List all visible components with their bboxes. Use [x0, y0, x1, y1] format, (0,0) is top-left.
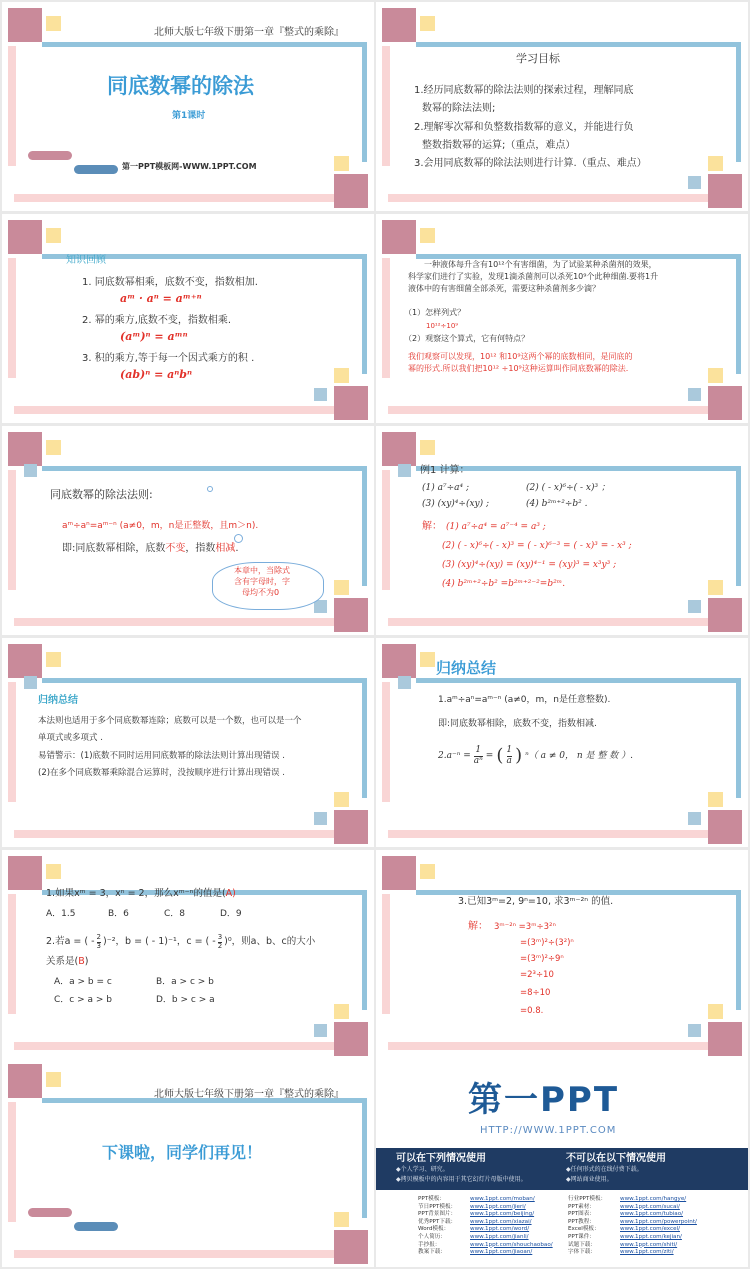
example-question: (2) ( - x)⁶÷( - x)³ ；: [526, 483, 610, 493]
decor-bar-bottom: [14, 1250, 334, 1258]
resource-link-url[interactable]: www.1ppt.com/excel/: [620, 1226, 680, 1233]
resource-link-row[interactable]: [418, 1226, 553, 1234]
usage-forbidden-title: 不可以在以下情况使用: [566, 1153, 666, 1164]
decor-bar-top: [416, 890, 736, 895]
solution-line: (1) a⁷÷a⁴ = a⁷⁻⁴ = a³ ;: [446, 522, 546, 532]
resource-link-label: 个人简历：: [418, 1233, 446, 1240]
option: B．a > c > b: [156, 977, 214, 987]
decor-square-pink: [382, 8, 416, 42]
decor-square-yellow: [420, 652, 435, 667]
solution-label: 解：: [422, 521, 442, 532]
decor-bar-top: [416, 678, 736, 683]
slide-header: 北师大版七年级下册第一章『整式的乘除』: [154, 1089, 344, 1100]
objective-line: 2.理解零次幂和负整数指数幂的意义，并能进行负: [414, 122, 634, 133]
resource-link-url[interactable]: www.1ppt.com/xiazai/: [470, 1218, 532, 1225]
answer: 10¹²÷10⁹: [426, 322, 459, 330]
decor-square-pink: [708, 1022, 742, 1056]
decor-bar-right: [736, 678, 741, 798]
resource-link-label: PPT教程：: [568, 1218, 595, 1225]
problem-text: 一种液体每升含有10¹²个有害细菌，为了试验某种杀菌剂的效果，: [424, 260, 657, 269]
resource-link-url[interactable]: www.1ppt.com/kejian/: [620, 1233, 682, 1240]
decor-pill-blue: [74, 165, 118, 174]
decor-bar-bottom: [388, 406, 708, 414]
decor-bar-left: [382, 682, 390, 802]
summary-text: 易错警示：(1)底数不同时运用同底数幂的除法法则计算出现错误 .: [38, 751, 285, 761]
decor-square-pink: [334, 1022, 368, 1056]
example-question: (3) (xy)⁴÷(xy) ;: [422, 499, 490, 509]
exercise-question: 2.若a = ( - 2 3 )⁻²，b = ( - 1)⁻¹，c = ( - 3 2 )⁰，则a、b、c的大小: [46, 933, 316, 950]
resource-link-row[interactable]: [418, 1249, 553, 1257]
option: C．8: [164, 909, 186, 919]
decor-square-yellow: [334, 1212, 349, 1227]
decor-bar-right: [736, 466, 741, 586]
decor-bar-top: [42, 42, 362, 47]
decor-bar-left: [8, 470, 16, 590]
resource-link-url[interactable]: www.1ppt.com/powerpoint/: [620, 1218, 697, 1225]
decor-square-pink: [334, 1230, 368, 1264]
decor-square-blue: [688, 812, 701, 825]
decor-square-pink: [382, 856, 416, 890]
exercise-question: 关系是(B): [46, 956, 89, 967]
slide-2[interactable]: [376, 2, 748, 211]
solution-line: (3) (xy)⁴÷(xy) = (xy)⁴⁻¹ = (xy)³ = x³y³ ;: [442, 560, 617, 570]
decor-square-pink: [382, 220, 416, 254]
resource-link-label: Excel模板：: [568, 1226, 600, 1233]
solution-line: =(3ᵐ)²÷(3²)ⁿ: [520, 938, 574, 948]
objective-line: 3.会用同底数幂的除法法则进行计算.（重点、难点）: [414, 158, 647, 169]
summary-line: 即:同底数幂相除，底数不变，指数相减.: [438, 719, 597, 729]
links-list-left: [418, 1196, 553, 1257]
decor-square-pink: [382, 432, 416, 466]
decor-square-pink: [8, 8, 42, 42]
solution-line: =2³÷10: [520, 970, 554, 980]
objective-line: 1.经历同底数幂的除法法则的探索过程，理解同底: [414, 85, 634, 96]
resource-link-label: 行业PPT模板：: [568, 1196, 607, 1202]
division-rule: aᵐ÷aⁿ=aᵐ⁻ⁿ (a≠0，m，n是正整数，且m＞n).: [62, 521, 259, 531]
decor-square-pink: [8, 220, 42, 254]
decor-square-yellow: [420, 16, 435, 31]
decor-bar-left: [382, 470, 390, 590]
decor-square-blue: [688, 600, 701, 613]
decor-square-pink: [8, 856, 42, 890]
decor-square-yellow: [46, 1072, 61, 1087]
slide-12[interactable]: [376, 1058, 748, 1267]
decor-pill-pink: [28, 1208, 72, 1217]
resource-link-row[interactable]: [568, 1226, 697, 1234]
slide-heading: 归纳总结: [436, 659, 497, 677]
slide-10[interactable]: [376, 850, 748, 1059]
decor-bar-top: [42, 678, 362, 683]
resource-link-label: PPT模板：: [418, 1196, 445, 1202]
resource-link-label: 手抄报：: [418, 1241, 441, 1248]
problem-text: 液体中的有害细菌全部杀死，需要这种杀菌剂多少滴？: [408, 284, 600, 293]
slide-7[interactable]: [2, 638, 374, 847]
resource-link-url[interactable]: www.1ppt.com/word/: [470, 1226, 530, 1233]
decor-square-yellow: [334, 1004, 349, 1019]
option: A．1.5: [46, 909, 76, 919]
decor-bar-left: [8, 894, 16, 1014]
cloud-bubble: [207, 486, 213, 492]
resource-link-label: Word模板：: [418, 1226, 450, 1233]
resource-link-row[interactable]: [418, 1234, 553, 1242]
resource-link-url[interactable]: www.1ppt.com/jianli/: [470, 1233, 529, 1240]
question: （2）观察这个算式，它有何特点？: [404, 334, 530, 343]
decor-bar-bottom: [14, 194, 334, 202]
decor-square-yellow: [46, 652, 61, 667]
usage-allowed-item: ◆拷贝模板中的内容用于其它幻灯片母版中使用。: [396, 1176, 527, 1183]
objective-line: 整数指数幂的运算;（重点，难点）: [422, 140, 576, 151]
decor-bar-bottom: [388, 1042, 708, 1050]
summary-text: (2)在多个同底数幂乘除混合运算时，没按顺序进行计算出现错误 .: [38, 768, 285, 778]
solution-line: =0.8.: [520, 1006, 544, 1016]
formula: (ab)ⁿ = aⁿbⁿ: [120, 368, 193, 381]
resource-link-url[interactable]: www.1ppt.com/shiti/: [620, 1241, 678, 1248]
slide-header: 北师大版七年级下册第一章『整式的乘除』: [154, 27, 344, 38]
slide-11[interactable]: [2, 1058, 374, 1267]
decor-square-pink: [8, 644, 42, 678]
decor-square-yellow: [708, 792, 723, 807]
solution-line: =(3ᵐ)²÷9ⁿ: [520, 954, 564, 964]
cloud-text: 母均不为0: [242, 588, 280, 597]
rule-line: 2. 幂的乘方,底数不变，指数相乘.: [82, 315, 232, 326]
decor-square-yellow: [708, 156, 723, 171]
cloud-text: 本章中，当除式: [234, 566, 290, 575]
usage-allowed-item: ◆个人学习、研究。: [396, 1166, 449, 1173]
decor-square-yellow: [46, 16, 61, 31]
resource-link-url[interactable]: www.1ppt.com/hangye/: [620, 1196, 687, 1202]
decor-bar-bottom: [14, 406, 334, 414]
rule-line: 1. 同底数幂相乘，底数不变，指数相加.: [82, 277, 258, 288]
decor-pill-pink: [28, 151, 72, 160]
decor-square-pink: [708, 174, 742, 208]
resource-link-label: 节日PPT模板：: [418, 1203, 457, 1210]
slide-8[interactable]: [376, 638, 748, 847]
slide-heading: 归纳总结: [38, 695, 78, 706]
solution-line: 3ᵐ⁻²ⁿ =3ᵐ÷3²ⁿ: [494, 922, 556, 932]
resource-link-url[interactable]: www.1ppt.com/jiaoan/: [470, 1249, 533, 1256]
decor-square-pink: [8, 1064, 42, 1098]
decor-square-yellow: [334, 580, 349, 595]
decor-bar-left: [8, 682, 16, 802]
decor-square-pink: [708, 386, 742, 420]
decor-bar-right: [362, 1098, 367, 1218]
problem-text: 科学家们进行了实验，发现1滴杀菌剂可以杀死10⁹个此种细菌.要将1升: [408, 272, 659, 281]
solution-line: (2) ( - x)⁶÷( - x)³ = ( - x)⁶⁻³ = ( - x)³ = - x³ ;: [442, 541, 632, 551]
decor-bar-right: [362, 678, 367, 798]
slide-heading: 学习目标: [516, 52, 560, 65]
resource-link-label: PPT图表：: [568, 1211, 595, 1218]
decor-square-yellow: [708, 368, 723, 383]
summary-line: 1.aᵐ÷aⁿ=aᵐ⁻ⁿ (a≠0，m，n是任意整数).: [438, 695, 611, 705]
resource-link-row[interactable]: [568, 1234, 697, 1242]
decor-square-pink: [8, 432, 42, 466]
decor-bar-left: [382, 258, 390, 378]
decor-pill-blue: [74, 1222, 118, 1231]
decor-bar-bottom: [14, 1042, 334, 1050]
slide-1[interactable]: [2, 2, 374, 211]
slide-4[interactable]: [376, 214, 748, 423]
site-link[interactable]: 第一PPT模板网-WWW.1PPT.COM: [122, 162, 257, 171]
decor-square-yellow: [420, 864, 435, 879]
option: D．b > c > a: [156, 995, 215, 1005]
decor-bar-left: [8, 46, 16, 166]
resource-link-url[interactable]: www.1ppt.com/shouchaobao/: [470, 1241, 553, 1248]
rule-summary: 即:同底数幂相除，底数不变，指数相减.: [62, 543, 239, 554]
resource-link-row[interactable]: [568, 1196, 697, 1204]
usage-allowed-title: 可以在下列情况使用: [396, 1153, 486, 1164]
question: （1）怎样列式？: [404, 308, 466, 317]
example-question: (4) b²ᵐ⁺²÷b² .: [526, 499, 588, 509]
decor-bar-right: [736, 890, 741, 1010]
cloud-text: 含有字母时，字: [234, 577, 290, 586]
resource-link-url[interactable]: www.1ppt.com/tubiao/: [620, 1211, 684, 1218]
decor-square-blue: [24, 676, 37, 689]
decor-bar-bottom: [388, 618, 708, 626]
decor-square-pink: [382, 644, 416, 678]
decor-square-yellow: [334, 792, 349, 807]
links-list-right: [568, 1196, 697, 1257]
formula: (aᵐ)ⁿ = aᵐⁿ: [120, 330, 188, 343]
decor-square-blue: [24, 464, 37, 477]
exercise-question: 3.已知3ᵐ=2, 9ⁿ=10, 求3ᵐ⁻²ⁿ 的值.: [458, 896, 614, 907]
rule-line: 3. 积的乘方,等于每一个因式乘方的积 .: [82, 353, 255, 364]
resource-link-label: 优秀PPT下载：: [418, 1218, 457, 1225]
reasoning: 我们观察可以发现，10¹² 和10⁹这两个幂的底数相同，是同底的: [408, 352, 633, 361]
decor-square-blue: [314, 388, 327, 401]
slide-heading: 同底数幂的除法法则:: [50, 488, 153, 501]
solution-line: (4) b²ᵐ⁺²÷b² =b²ᵐ⁺²⁻²=b²ᵐ.: [442, 579, 566, 589]
resource-link-row[interactable]: [568, 1249, 697, 1257]
solution-label: 解：: [468, 921, 488, 932]
decor-bar-bottom: [14, 830, 334, 838]
decor-bar-top: [416, 42, 736, 47]
resource-link-label: 字体下载：: [568, 1249, 596, 1256]
resource-link-label: PPT素材：: [568, 1203, 595, 1210]
summary-text: 单项式或多项式 .: [38, 733, 103, 743]
reasoning: 幂的形式.所以我们把10¹² ÷10⁹这种运算叫作同底数幂的除法.: [408, 364, 629, 373]
cloud-bubble: [234, 534, 243, 543]
decor-square-blue: [314, 812, 327, 825]
resource-link-row[interactable]: [418, 1196, 553, 1204]
resource-link-row[interactable]: [418, 1211, 553, 1219]
decor-square-yellow: [46, 864, 61, 879]
slide-3[interactable]: [2, 214, 374, 423]
decor-square-pink: [708, 810, 742, 844]
decor-square-yellow: [420, 228, 435, 243]
decor-square-blue: [688, 388, 701, 401]
resource-link-url[interactable]: www.1ppt.com/beijing/: [470, 1211, 535, 1218]
example-heading: 例1 计算：: [420, 465, 470, 476]
decor-square-blue: [688, 1024, 701, 1037]
decor-square-pink: [334, 174, 368, 208]
decor-square-blue: [688, 176, 701, 189]
slide-6[interactable]: [376, 426, 748, 635]
decor-square-yellow: [708, 1004, 723, 1019]
brand-url[interactable]: HTTP://WWW.1PPT.COM: [480, 1125, 617, 1136]
decor-bar-right: [362, 466, 367, 586]
resource-link-url[interactable]: www.1ppt.com/jieri/: [470, 1203, 526, 1210]
decor-square-yellow: [334, 368, 349, 383]
decor-bar-right: [362, 890, 367, 1010]
option: D．9: [220, 909, 242, 919]
brand-logo: 第一PPT: [468, 1080, 620, 1120]
decor-square-pink: [334, 598, 368, 632]
decor-bar-right: [362, 254, 367, 374]
resource-link-url[interactable]: www.1ppt.com/sucai/: [620, 1203, 680, 1210]
decor-bar-right: [736, 42, 741, 162]
decor-bar-bottom: [14, 618, 334, 626]
resource-link-label: 教案下载：: [418, 1249, 446, 1256]
slide-9[interactable]: [2, 850, 374, 1059]
decor-square-pink: [334, 386, 368, 420]
decor-bar-right: [362, 42, 367, 162]
decor-square-yellow: [46, 440, 61, 455]
objective-line: 数幂的除法法则;: [422, 103, 496, 114]
exercise-question: 1.如果xᵐ = 3，xⁿ = 2，那么xᵐ⁻ⁿ的值是(A): [46, 888, 236, 899]
resource-link-url[interactable]: www.1ppt.com/ziti/: [620, 1249, 674, 1256]
decor-bar-top: [42, 466, 362, 471]
resource-link-row[interactable]: [568, 1211, 697, 1219]
slide-heading: 知识回顾: [66, 255, 106, 266]
decor-square-blue: [314, 600, 327, 613]
decor-bar-top: [416, 254, 736, 259]
resource-link-label: 试题下载：: [568, 1241, 596, 1248]
summary-text: 本法则也适用于多个同底数幂连除；底数可以是一个数，也可以是一个: [38, 716, 302, 726]
decor-square-blue: [398, 464, 411, 477]
decor-square-yellow: [420, 440, 435, 455]
decor-square-pink: [708, 598, 742, 632]
decor-square-yellow: [46, 228, 61, 243]
decor-bar-right: [736, 254, 741, 374]
decor-square-blue: [314, 1024, 327, 1037]
resource-link-label: PPT课件：: [568, 1233, 595, 1240]
decor-square-blue: [398, 676, 411, 689]
option: B．6: [108, 909, 129, 919]
negative-exponent-formula: 2.a⁻ⁿ = $\frac{1}{\text{aⁿ}}$ = ( 1 a ) ⁿ（ a ≠ 0， n 是 整 数 ）.: [438, 744, 633, 766]
option: A．a > b = c: [54, 977, 112, 987]
slide-5[interactable]: [2, 426, 374, 635]
decor-bar-left: [8, 258, 16, 378]
formula: aᵐ · aⁿ = aᵐ⁺ⁿ: [120, 292, 202, 305]
usage-forbidden-item: ◆网站商业使用。: [566, 1176, 613, 1183]
decor-square-yellow: [334, 156, 349, 171]
usage-forbidden-item: ◆任何形式的在线付费下载。: [566, 1166, 643, 1173]
resource-link-url[interactable]: www.1ppt.com/moban/: [470, 1196, 535, 1202]
slide-subtitle: 第1课时: [172, 111, 206, 121]
solution-line: =8÷10: [520, 988, 551, 998]
farewell-title: 下课啦，同学们再见！: [102, 1143, 263, 1162]
resource-link-label: PPT背景图片：: [418, 1211, 457, 1218]
decor-square-pink: [334, 810, 368, 844]
slide-title: 同底数幂的除法: [107, 74, 254, 98]
decor-bar-bottom: [388, 830, 708, 838]
example-question: (1) a⁷÷a⁴ ;: [422, 483, 469, 493]
decor-bar-left: [382, 894, 390, 1014]
decor-bar-left: [8, 1102, 16, 1222]
option: C．c > a > b: [54, 995, 112, 1005]
decor-bar-bottom: [388, 194, 708, 202]
decor-bar-left: [382, 46, 390, 166]
decor-square-yellow: [708, 580, 723, 595]
